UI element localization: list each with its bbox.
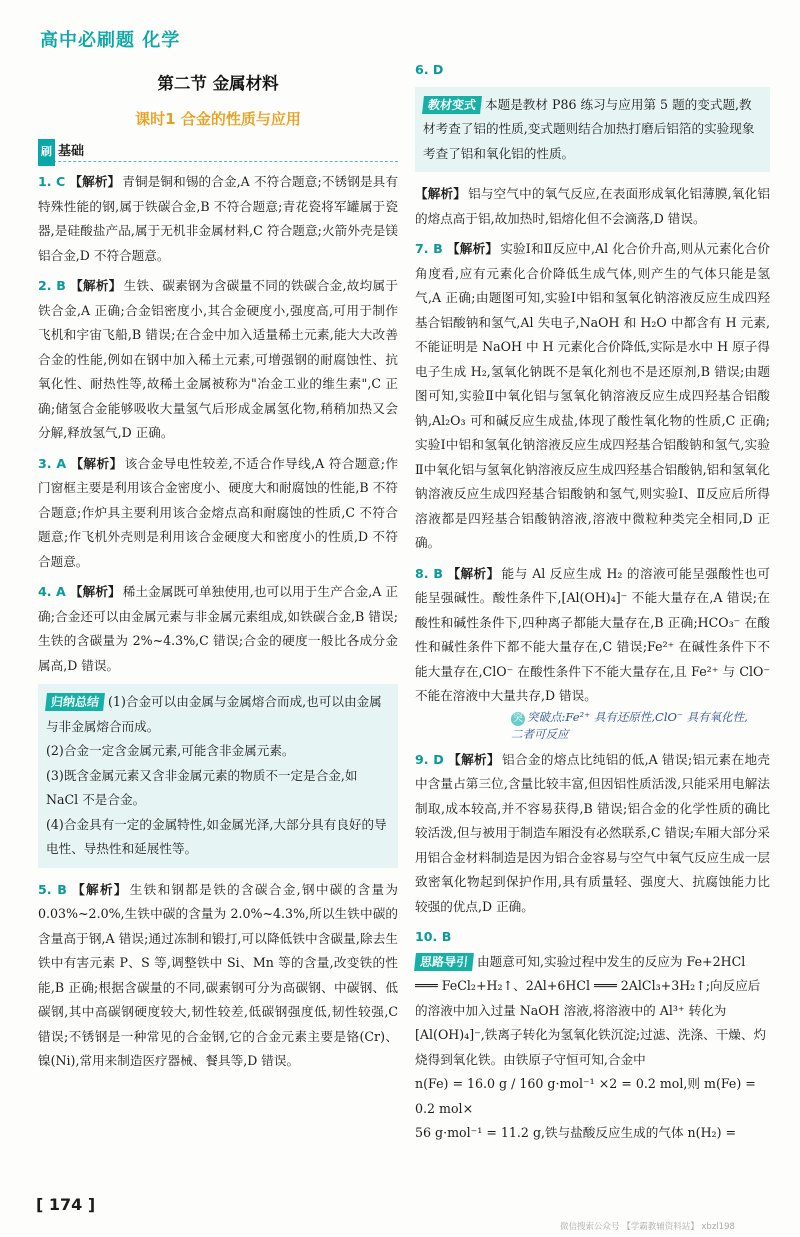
summary-tag: 归纳总结 xyxy=(45,693,105,711)
page-header: 高中必刷题 化学 xyxy=(40,30,181,51)
page-number: [ 174 ] xyxy=(36,1195,96,1214)
breakthrough-icon: 突 xyxy=(513,712,523,724)
thinking-guide-tag: 思路导引 xyxy=(414,953,474,971)
answer-item: 1. C 【解析】 青铜是铜和锡的合金,A 不符合题意;不锈钢是具有特殊性能的钢,属于铁碳合金,B 不符合题意;青花瓷将军罐属于瓷器,是硅酸盐产品,属于无机非金属材料,C 符合题意;火箭外壳是镁铝合金,D 不符合题意。 xyxy=(38,174,398,263)
summary-box: 归纳总结 (1)合金可以由金属与金属熔合而成,也可以由金属与非金属熔合而成。 (2)合金一定含金属元素,可能含非金属元素。 (3)既含金属元素又含非金属元素的物质不一定是合金,如 NaCl 不是合金。 (4)合金具有一定的金属特性,如金属光泽,大部分具有良好的导电性、导热性和延展性等。 xyxy=(38,684,398,868)
basic-section-bar xyxy=(38,139,398,162)
thinking-guide: 思路导引 由题意可知,实验过程中发生的反应为 Fe+2HCl ═══ FeCl₂+H₂↑、2Al+6HCl ═══ 2AlCl₃+3H₂↑;向反应后的溶液中加入过量 NaOH 溶液,将溶液中的 Al³⁺ 转化为[Al(OH)₄]⁻,铁离子转化为氢氧化铁沉淀;过滤、洗涤、干燥、灼烧得到氧化铁。由铁原子守恒可知,合金中 n(Fe) = 16.0 g / 160 g·mol⁻¹ ×2 = 0.2 mol,则 m(Fe) = 0.2 mol× 56 g·mol⁻¹ = 11.2 g,铁与盐酸反应生成的气体 n(H₂) = xyxy=(415,953,767,1140)
handwritten-note: 突 突破点:Fe²⁺ 具有还原性,ClO⁻ 具有氧化性, 二者可反应 xyxy=(511,709,748,741)
answer-item: 2. B 【解析】 生铁、碳素钢为含碳量不同的铁碳合金,故均属于铁合金,A 正确;合金铝密度小,其合金硬度小,强度高,可用于制作飞机和宇宙飞船,B 错误;在合金中加入适量稀土元素,能大大改善合金的性能,例如在钢中加入稀土元素,可增强钢的耐腐蚀性、抗氧化性、耐热性等,故稀土金属被称为"冶金工业的维生素",C 正确;储氢合金能够吸收大量氢气后形成金属氢化物,稍稍加热又会分解,释放氢气,D 正确。 xyxy=(38,278,398,440)
answer-item: 4. A 【解析】 稀土金属既可单独使用,也可以用于生产合金,A 正确;合金还可以由金属元素与非金属元素组成,如铁碳合金,B 错误;生铁的含碳量为 2%~4.3%,C 错误;合金的硬度一般比各成分金属高,D 错误。 xyxy=(38,584,398,673)
answer-num: 6. D xyxy=(415,62,444,77)
lesson-title: 课时1 合金的性质与应用 xyxy=(135,109,301,128)
left-column xyxy=(38,58,398,1080)
textbook-variant-tag: 教材变式 xyxy=(422,96,482,114)
basic-tag: 刷 xyxy=(38,139,55,166)
textbook-variant-box: 教材变式 本题是教材 P86 练习与应用第 5 题的变式题,教材考查了铝的性质,变式题则结合加热打磨后铝箔的实验现象考查了铝和氧化铝的性质。 xyxy=(415,87,770,173)
answer-item: 8. B 【解析】 能与 Al 反应生成 H₂ 的溶液可能呈强酸性也可能呈强碱性。酸性条件下,[Al(OH)₄]⁻ 不能大量存在,A 错误;在酸性和碱性条件下,四种离子都能大量存在,B 正确;HCO₃⁻ 在酸性和碱性条件下都不能大量存在,C 错误;Fe²⁺ 在碱性条件下不能大量存在,ClO⁻ 在酸性条件下不能大量存在,且 Fe²⁺ 与 ClO⁻ 不能在溶液中大量共存,D 错误。 xyxy=(415,565,771,703)
right-column xyxy=(415,58,770,1146)
basic-label: 基础 xyxy=(58,144,85,159)
answer-item: 7. B 【解析】 实验Ⅰ和Ⅱ反应中,Al 化合价升高,则从元素化合价角度看,应有元素化合价降低生成气体,则产生的气体只能是氢气,A 正确;由题图可知,实验Ⅰ中铝和氢氧化钠溶液反应生成四羟基合铝酸钠和氢气,Al 失电子,NaOH 和 H₂O 中都含有 H 元素,不能证明是 NaOH 中 H 元素化合价降低,实际是水中 H 原子得电子生成 H₂,氢氧化钠既不是氧化剂也不是还原剂,B 错误;由题图可知,实验Ⅱ中氧化铝与氢氧化钠溶液反应生成四羟基合铝酸钠,Al₂O₃ 可和碱反应生成盐,体现了酸性氧化物的性质,C 正确;实验Ⅰ中铝和氢氧化钠溶液反应生成四羟基合铝酸钠和氢气,实验Ⅱ中氧化铝与氢氧化钠溶液反应生成四羟基合铝酸钠,铝和氢氧化钠溶液反应生成四羟基合铝酸钠和氢气,则实验Ⅰ、Ⅱ反应后所得溶液都是四羟基合铝酸钠溶液,溶液中微粒种类完全相同,D 正确。 xyxy=(415,241,771,550)
answer-item: 9. D 【解析】 铝合金的熔点比纯铝的低,A 错误;铝元素在地壳中含量占第三位,含量比较丰富,但因铝性质活泼,只能采用电解法制取,成本较高,并不容易获得,B 错误;铝合金的化学性质的确比较活泼,但与被用于制造车厢没有必然联系,C 错误;车厢大部分采用铝合金材料制造是因为铝合金容易与空气中氧气反应生成一层致密氧化物起到保护作用,具有质量轻、强度大、抗腐蚀能力比较强的优点,D 正确。 xyxy=(415,751,771,914)
section-title: 第二节 金属材料 xyxy=(157,74,279,93)
answer-item: 【解析】 铝与空气中的氧气反应,在表面形成氧化铝薄膜,氧化铝的熔点高于铝,故加热时,铝熔化但不会滴落,D 错误。 xyxy=(415,186,771,226)
answer-num: 10. B xyxy=(415,929,452,944)
answer-item: 5. B 【解析】 生铁和钢都是铁的含碳合金,钢中碳的含量为 0.03%~2.0%,生铁中碳的含量为 2.0%~4.3%,所以生铁中碳的含量高于钢,A 错误;通过冻制和锻打,可以降低铁中含碳量,除去生铁中有害元素 P、S 等,调整铁中 Si、Mn 等的含量,改变铁的性能,B 正确;根据含碳量的不同,碳素钢可分为高碳钢、中碳钢、低碳钢,其中高碳钢硬度较大,韧性较差,低碳钢强度低,韧性较强,C 错误;不锈钢是一种常见的合金钢,它的合金元素主要是铬(Cr)、镍(Ni),常用来制造医疗器械、餐具等,D 错误。 xyxy=(38,881,398,1068)
answer-item: 3. A 【解析】 该合金导电性较差,不适合作导线,A 符合题意;作门窗框主要是利用该合金密度小、硬度大和耐腐蚀的性能,B 不符合题意;作炉具主要利用该合金熔点高和耐腐蚀的性质,C 不符合题意;作飞机外壳则是利用该合金硬度大和密度小的性质,D 不符合题意。 xyxy=(38,455,398,569)
watermark: 微信搜索公众号 【学霸教辅资料站】 xbzl198 xyxy=(560,1222,735,1232)
